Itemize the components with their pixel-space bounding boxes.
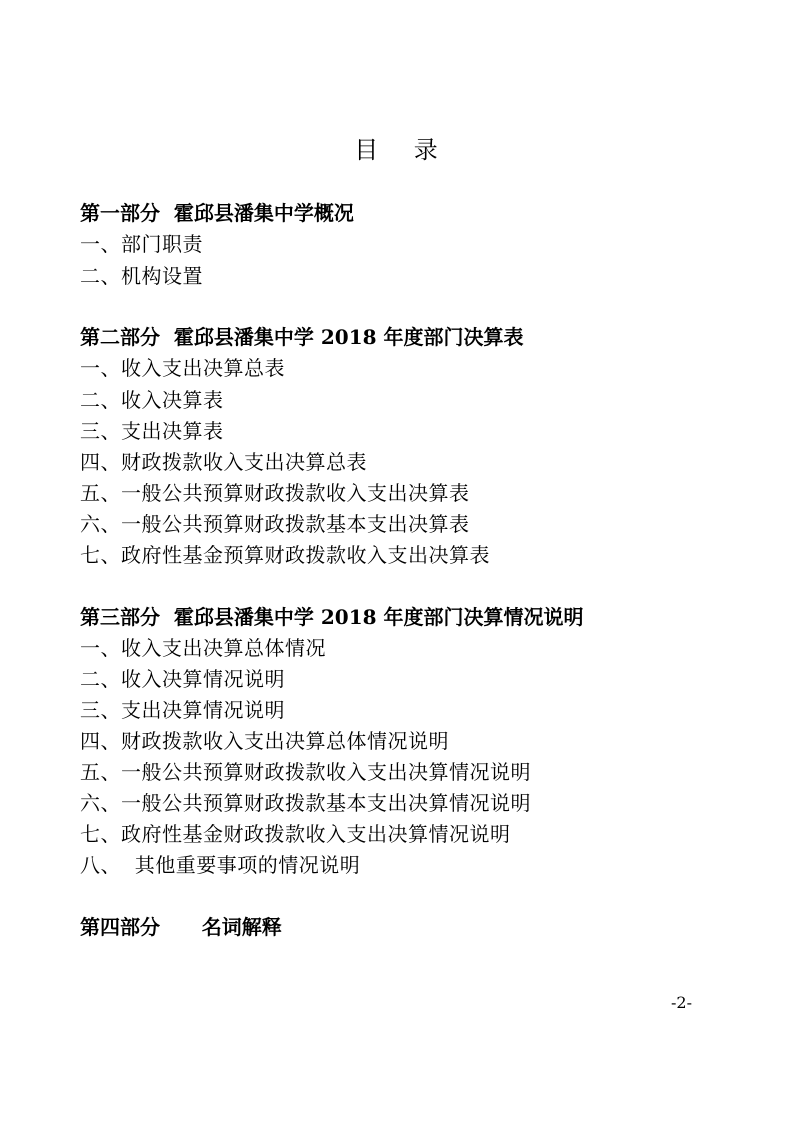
toc-part-2-item-7: 七、政府性基金预算财政拨款收入支出决算表 [80,543,490,567]
toc-part-2-item-3: 三、支出决算表 [80,419,224,443]
toc-part-3-item-5: 五、一般公共预算财政拨款收入支出决算情况说明 [80,760,531,784]
toc-part-3-item-2: 二、收入决算情况说明 [80,667,285,691]
toc-part-2-item-1: 一、收入支出决算总表 [80,356,285,380]
toc-part-3-item-8: 八、 其他重要事项的情况说明 [80,853,361,877]
toc-part-3-item-4: 四、财政拨款收入支出决算总体情况说明 [80,729,449,753]
toc-part-4-heading: 第四部分 名词解释 [80,915,282,939]
toc-part-2-item-5: 五、一般公共预算财政拨款收入支出决算表 [80,481,470,505]
toc-part-3-item-3: 三、支出决算情况说明 [80,698,285,722]
toc-part-3-item-6: 六、一般公共预算财政拨款基本支出决算情况说明 [80,791,531,815]
toc-part-1-heading: 第一部分 霍邱县潘集中学概况 [80,201,354,225]
toc-part-1-item-2: 二、机构设置 [80,264,203,288]
toc-part-2-item-4: 四、财政拨款收入支出决算总表 [80,450,367,474]
toc-part-2-heading: 第二部分 霍邱县潘集中学 2018 年度部门决算表 [80,325,524,349]
toc-part-2-item-2: 二、收入决算表 [80,388,224,412]
toc-part-3-item-7: 七、政府性基金财政拨款收入支出决算情况说明 [80,822,511,846]
page-number: -2- [671,993,692,1012]
toc-part-3-item-1: 一、收入支出决算总体情况 [80,636,326,660]
toc-part-2-item-6: 六、一般公共预算财政拨款基本支出决算表 [80,512,470,536]
page-title: 目 录 [354,136,439,164]
toc-part-1-item-1: 一、部门职责 [80,232,203,256]
toc-part-3-heading: 第三部分 霍邱县潘集中学 2018 年度部门决算情况说明 [80,605,584,629]
